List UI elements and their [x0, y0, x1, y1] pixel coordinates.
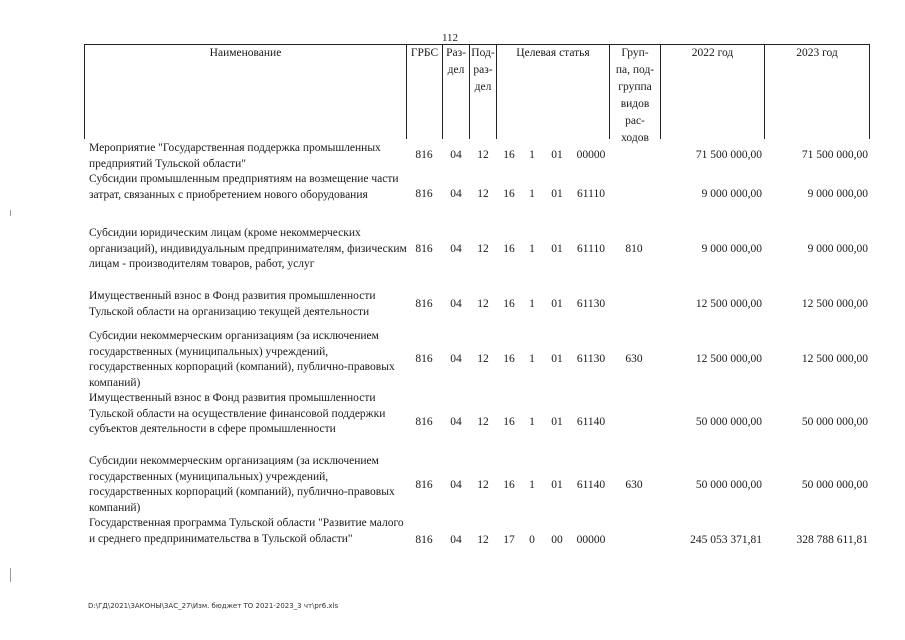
row-target-direction: 00000	[576, 534, 606, 546]
header-2022: 2022 год	[691, 47, 734, 59]
scan-artifact	[10, 210, 11, 216]
row-razdel: 04	[450, 534, 462, 546]
row-razdel: 04	[450, 243, 462, 255]
row-target-event: 01	[551, 353, 563, 365]
header-expense-group: Груп- па, под- группа видов рас- ходов	[615, 47, 655, 144]
scan-artifact	[10, 568, 11, 582]
row-razdel: 04	[450, 188, 462, 200]
row-target-type: 1	[529, 243, 535, 255]
header-name: Наименование	[209, 47, 282, 59]
row-grbs: 816	[415, 353, 433, 365]
row-podrazdel: 12	[477, 416, 489, 428]
row-target-program: 17	[503, 534, 515, 546]
header-grbs: ГРБС	[410, 47, 439, 59]
row-target-direction: 61140	[576, 479, 606, 491]
row-target-event: 01	[551, 188, 563, 200]
row-podrazdel: 12	[477, 479, 489, 491]
row-razdel: 04	[450, 298, 462, 310]
row-grbs: 816	[415, 534, 433, 546]
row-amount-2022: 71 500 000,00	[695, 149, 762, 161]
header-2023: 2023 год	[796, 47, 838, 59]
row-amount-2023: 71 500 000,00	[801, 149, 868, 161]
row-amount-2022: 12 500 000,00	[695, 298, 762, 310]
row-podrazdel: 12	[477, 188, 489, 200]
row-target-event: 01	[551, 416, 563, 428]
row-name: Субсидии промышленным предприятиям на возмещение части затрат, связанных с приобретением нового оборудования	[89, 173, 399, 201]
row-amount-2022: 9 000 000,00	[701, 188, 762, 200]
row-name: Имущественный взнос в Фонд развития промышленности Тульской области на осуществление финансовой поддержки субъектов деятельности в сфере промышленности	[89, 392, 386, 435]
row-podrazdel: 12	[477, 353, 489, 365]
row-amount-2023: 9 000 000,00	[807, 188, 868, 200]
row-grbs: 816	[415, 298, 433, 310]
row-target-type: 1	[529, 416, 535, 428]
row-grbs: 816	[415, 188, 433, 200]
row-razdel: 04	[450, 353, 462, 365]
row-target-direction: 61110	[577, 243, 605, 255]
row-name: Мероприятие "Государственная поддержка промышленных предприятий Тульской области"	[89, 142, 381, 170]
row-target-program: 16	[503, 479, 515, 491]
row-target-program: 16	[503, 188, 515, 200]
row-name: Имущественный взнос в Фонд развития промышленности Тульской области на организацию текущей деятельности	[89, 290, 376, 318]
row-name: Субсидии некоммерческим организациям (за исключением государственных (муниципальных) учреждений, государственных корпораций (компаний), публично-правовых компаний)	[89, 455, 395, 514]
row-amount-2022: 50 000 000,00	[695, 416, 762, 428]
row-target-type: 1	[529, 479, 535, 491]
row-target-direction: 61130	[576, 298, 606, 310]
row-amount-2023: 50 000 000,00	[801, 479, 868, 491]
file-path-footer: D:\ГД\2021\ЗАКОНЫ\ЗАС_27\Изм. бюджет ТО 2021-2023_3 чт\pr6.xls	[88, 602, 339, 610]
row-name: Субсидии юридическим лицам (кроме некоммерческих организаций), индивидуальным предпринимателям, физическим лицам - производителям товаров, работ, услуг	[89, 227, 407, 270]
row-target-direction: 00000	[576, 149, 606, 161]
row-target-event: 00	[551, 534, 563, 546]
row-target-event: 01	[551, 243, 563, 255]
row-razdel: 04	[450, 149, 462, 161]
row-amount-2022: 50 000 000,00	[695, 479, 762, 491]
table-right-border	[869, 44, 870, 139]
header-target-article: Целевая статья	[516, 47, 590, 59]
row-amount-2023: 12 500 000,00	[801, 298, 868, 310]
row-podrazdel: 12	[477, 534, 489, 546]
row-target-program: 16	[503, 416, 515, 428]
row-amount-2023: 328 788 611,81	[796, 534, 868, 546]
row-target-direction: 61130	[576, 353, 606, 365]
row-podrazdel: 12	[477, 243, 489, 255]
row-target-type: 1	[529, 298, 535, 310]
header-razdel: Раз- дел	[446, 47, 466, 76]
row-target-direction: 61110	[577, 188, 605, 200]
row-grbs: 816	[415, 479, 433, 491]
row-name: Государственная программа Тульской области "Развитие малого и среднего предпринимательства в Тульской области"	[89, 517, 404, 545]
row-podrazdel: 12	[477, 298, 489, 310]
row-expense-group: 630	[625, 353, 643, 365]
row-target-direction: 61140	[576, 416, 606, 428]
row-expense-group: 810	[625, 243, 643, 255]
row-target-type: 1	[529, 188, 535, 200]
row-amount-2022: 9 000 000,00	[701, 243, 762, 255]
row-amount-2022: 12 500 000,00	[695, 353, 762, 365]
row-expense-group: 630	[625, 479, 643, 491]
row-target-type: 1	[529, 149, 535, 161]
row-target-event: 01	[551, 479, 563, 491]
row-target-program: 16	[503, 149, 515, 161]
row-amount-2023: 50 000 000,00	[801, 416, 868, 428]
row-target-event: 01	[551, 298, 563, 310]
row-razdel: 04	[450, 479, 462, 491]
row-amount-2023: 9 000 000,00	[807, 243, 868, 255]
row-grbs: 816	[415, 149, 433, 161]
row-amount-2023: 12 500 000,00	[801, 353, 868, 365]
row-amount-2022: 245 053 371,81	[690, 534, 762, 546]
row-name: Субсидии некоммерческим организациям (за исключением государственных (муниципальных) учреждений, государственных корпораций (компаний), публично-правовых компаний)	[89, 330, 395, 389]
row-target-program: 16	[503, 243, 515, 255]
row-target-type: 1	[529, 353, 535, 365]
row-target-type: 0	[529, 534, 535, 546]
row-podrazdel: 12	[477, 149, 489, 161]
row-target-program: 16	[503, 298, 515, 310]
row-target-program: 16	[503, 353, 515, 365]
page-number: 112	[441, 32, 459, 44]
header-podrazdel: Под- раз- дел	[471, 47, 495, 93]
row-razdel: 04	[450, 416, 462, 428]
row-target-event: 01	[551, 149, 563, 161]
row-grbs: 816	[415, 243, 433, 255]
row-grbs: 816	[415, 416, 433, 428]
